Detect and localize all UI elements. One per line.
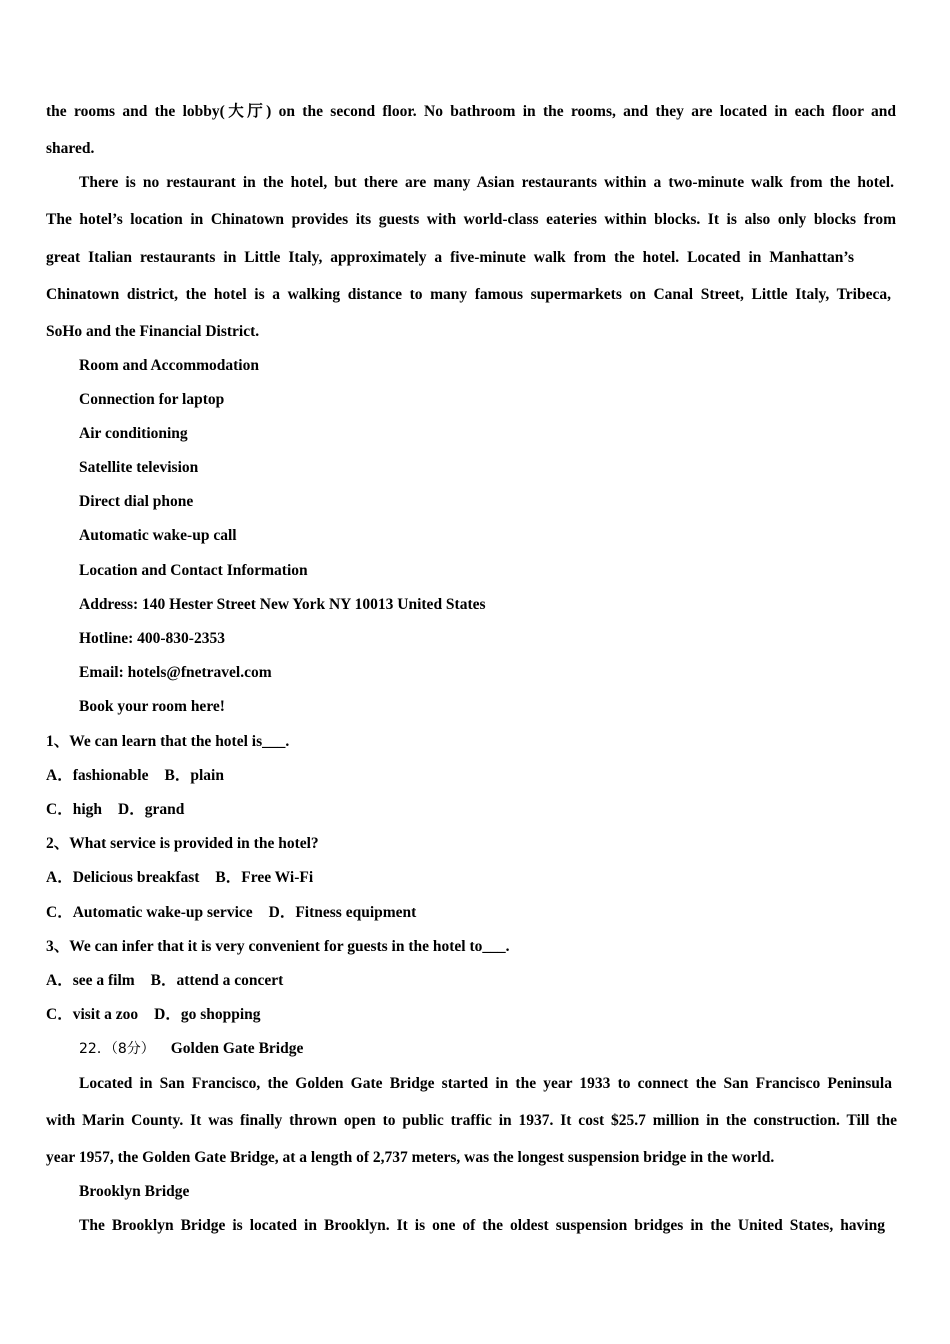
golden-gate-paragraph-line-3: year 1957, the Golden Gate Bridge, at a length of 2,737 meters, was the longest suspension bridge in the world. bbox=[46, 1149, 775, 1166]
restaurant-paragraph-line-5: SoHo and the Financial District. bbox=[46, 323, 260, 340]
question-3-stem: 3、We can infer that it is very convenient for guests in the hotel to___. bbox=[46, 938, 510, 955]
option-d: D．grand bbox=[118, 801, 185, 818]
question-3-options-ab bbox=[46, 971, 283, 991]
option-c: C．high bbox=[46, 801, 102, 818]
question-2-options-ab bbox=[46, 868, 313, 888]
section-number: 22．（8分） bbox=[79, 1041, 155, 1057]
amenity-item: Air conditioning bbox=[79, 425, 188, 442]
option-b: B．Free Wi-Fi bbox=[215, 869, 314, 886]
option-a: A．Delicious breakfast bbox=[46, 869, 200, 886]
golden-gate-paragraph-line-2: with Marin County. It was finally thrown open to public traffic in 1937. It cost $25.7 million in the construction. Till the bbox=[46, 1112, 897, 1129]
intro-tail-line-2: shared. bbox=[46, 140, 95, 157]
golden-gate-paragraph-line-1: Located in San Francisco, the Golden Gate Bridge started in the year 1933 to connect the San Francisco Peninsula bbox=[79, 1075, 892, 1092]
intro-tail-line-1: the rooms and the lobby(大厅) on the second floor. No bathroom in the rooms, and they are located in each floor and bbox=[46, 103, 896, 120]
section-title: Golden Gate Bridge bbox=[170, 1040, 304, 1057]
restaurant-paragraph-line-1: There is no restaurant in the hotel, but there are many Asian restaurants within a two-minute walk from the hotel. bbox=[79, 174, 894, 191]
option-c: C．Automatic wake-up service bbox=[46, 904, 253, 921]
restaurant-paragraph-line-3: great Italian restaurants in Little Italy, approximately a five-minute walk from the hotel. Located in Manhattan’s bbox=[46, 249, 854, 266]
question-3-options-cd bbox=[46, 1005, 261, 1025]
amenity-item: Automatic wake-up call bbox=[79, 527, 237, 544]
address-line: Address: 140 Hester Street New York NY 10013 United States bbox=[79, 596, 486, 613]
book-line: Book your room here! bbox=[79, 698, 225, 715]
amenity-item: Direct dial phone bbox=[79, 493, 194, 510]
option-c: C．visit a zoo bbox=[46, 1006, 139, 1023]
question-1-options-ab bbox=[46, 766, 224, 786]
option-a: A．fashionable bbox=[46, 767, 149, 784]
brooklyn-paragraph-line-1: The Brooklyn Bridge is located in Brooklyn. It is one of the oldest suspension bridges in the United States, having bbox=[79, 1217, 885, 1234]
question-2-options-cd bbox=[46, 903, 416, 923]
option-a: A．see a film bbox=[46, 972, 135, 989]
question-1-options-cd bbox=[46, 800, 184, 820]
option-b: B．plain bbox=[164, 767, 224, 784]
question-1-stem: 1、We can learn that the hotel is___. bbox=[46, 733, 290, 750]
question-2-stem: 2、What service is provided in the hotel? bbox=[46, 835, 319, 852]
option-d: D．go shopping bbox=[154, 1006, 261, 1023]
option-b: B．attend a concert bbox=[150, 972, 284, 989]
amenity-item: Connection for laptop bbox=[79, 391, 225, 408]
email-line: Email: hotels@fnetravel.com bbox=[79, 664, 272, 681]
restaurant-paragraph-line-2: The hotel’s location in Chinatown provides its guests with world-class eateries within blocks. It is also only blocks from bbox=[46, 211, 896, 228]
restaurant-paragraph-line-4: Chinatown district, the hotel is a walking distance to many famous supermarkets on Canal Street, Little Italy, Tribeca, bbox=[46, 286, 891, 303]
amenity-item: Satellite television bbox=[79, 459, 199, 476]
option-d: D．Fitness equipment bbox=[268, 904, 417, 921]
section-22-heading bbox=[79, 1039, 303, 1059]
contact-heading: Location and Contact Information bbox=[79, 562, 308, 579]
hotline-line: Hotline: 400-830-2353 bbox=[79, 630, 225, 647]
brooklyn-heading: Brooklyn Bridge bbox=[79, 1183, 190, 1200]
room-heading: Room and Accommodation bbox=[79, 357, 259, 374]
